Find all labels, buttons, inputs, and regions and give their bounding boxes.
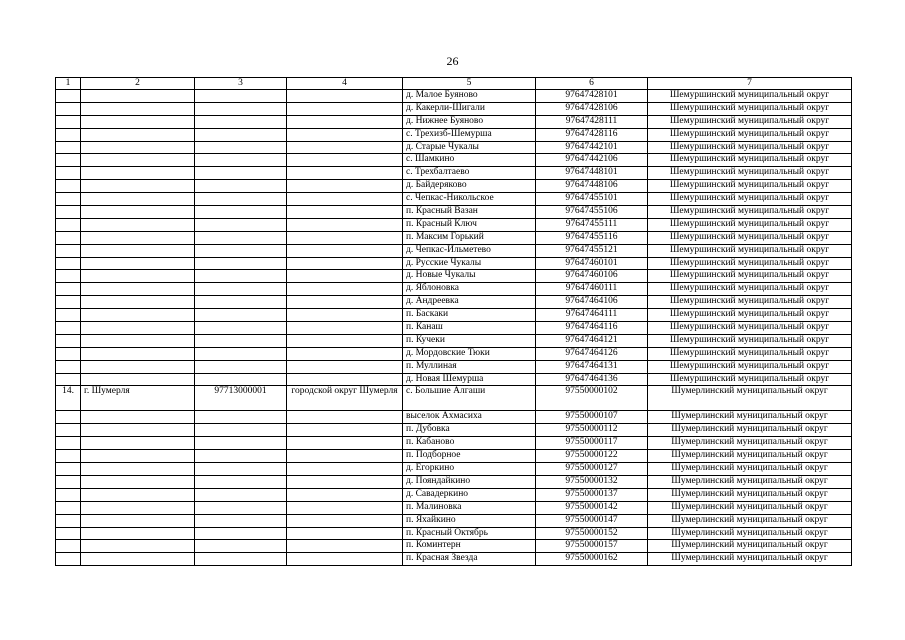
settlement-cell: д. Малое Буяново: [403, 90, 536, 103]
district-cell: [287, 514, 403, 527]
row-number-cell: [56, 283, 81, 296]
row-number-cell: [56, 322, 81, 335]
table-row: [56, 527, 852, 540]
row-number-cell: [56, 218, 81, 231]
municipality-cell: [81, 115, 195, 128]
district-cell: [287, 347, 403, 360]
settlement-code-cell: 97647455101: [536, 193, 648, 206]
new-district-cell: Шемуршинский муниципальный округ: [648, 360, 852, 373]
settlement-code-cell: 97647448106: [536, 180, 648, 193]
district-cell: [287, 296, 403, 309]
municipality-cell: [81, 296, 195, 309]
row-number-cell: [56, 154, 81, 167]
row-number-cell: [56, 244, 81, 257]
table-row: [56, 283, 852, 296]
settlement-cell: д. Старые Чукалы: [403, 141, 536, 154]
page-number: 26: [446, 54, 459, 68]
table-row: [56, 475, 852, 488]
oktmo-code-cell: [195, 154, 287, 167]
table-row: [56, 193, 852, 206]
new-district-cell: Шемуршинский муниципальный округ: [648, 90, 852, 103]
settlement-cell: д. Русские Чукалы: [403, 257, 536, 270]
oktmo-code-cell: [195, 540, 287, 553]
row-number-cell: [56, 193, 81, 206]
municipality-cell: [81, 463, 195, 476]
settlement-code-cell: 97647464121: [536, 334, 648, 347]
settlement-cell: с. Большие Алгаши: [403, 386, 536, 411]
settlement-cell: д. Яблоновка: [403, 283, 536, 296]
row-number-cell: [56, 450, 81, 463]
settlement-code-cell: 97647464136: [536, 373, 648, 386]
table-row: [56, 270, 852, 283]
settlement-code-cell: 97550000147: [536, 514, 648, 527]
column-header: 6: [536, 78, 648, 90]
new-district-cell: Шемуршинский муниципальный округ: [648, 373, 852, 386]
oktmo-code-cell: [195, 322, 287, 335]
row-number-cell: [56, 270, 81, 283]
row-number-cell: [56, 102, 81, 115]
municipality-cell: [81, 527, 195, 540]
new-district-cell: Шемуршинский муниципальный округ: [648, 141, 852, 154]
municipality-cell: [81, 180, 195, 193]
new-district-cell: Шемуршинский муниципальный округ: [648, 218, 852, 231]
row-number-cell: [56, 231, 81, 244]
new-district-cell: Шемуршинский муниципальный округ: [648, 283, 852, 296]
municipality-cell: [81, 411, 195, 424]
settlement-cell: с. Трехбалтаево: [403, 167, 536, 180]
municipality-cell: [81, 437, 195, 450]
table-row: [56, 115, 852, 128]
oktmo-code-cell: [195, 334, 287, 347]
oktmo-code-cell: [195, 90, 287, 103]
municipality-cell: [81, 218, 195, 231]
district-cell: [287, 283, 403, 296]
municipality-cell: [81, 475, 195, 488]
municipality-cell: [81, 501, 195, 514]
new-district-cell: Шумерлинский муниципальный округ: [648, 527, 852, 540]
municipality-cell: [81, 270, 195, 283]
oktmo-code-cell: [195, 206, 287, 219]
table-row: [56, 206, 852, 219]
row-number-cell: [56, 463, 81, 476]
table-row: [56, 437, 852, 450]
district-cell: [287, 373, 403, 386]
row-number-cell: [56, 514, 81, 527]
district-cell: [287, 218, 403, 231]
new-district-cell: Шемуршинский муниципальный округ: [648, 334, 852, 347]
oktmo-code-cell: [195, 360, 287, 373]
settlement-cell: д. Андреевка: [403, 296, 536, 309]
district-cell: [287, 102, 403, 115]
settlement-cell: с. Трехизб-Шемурша: [403, 128, 536, 141]
table-row: [56, 553, 852, 566]
municipality-cell: [81, 193, 195, 206]
new-district-cell: Шемуршинский муниципальный округ: [648, 244, 852, 257]
oktmo-code-cell: [195, 450, 287, 463]
district-cell: [287, 488, 403, 501]
municipality-cell: [81, 231, 195, 244]
row-number-cell: [56, 206, 81, 219]
oktmo-code-cell: [195, 309, 287, 322]
row-number-cell: [56, 501, 81, 514]
settlement-code-cell: 97550000137: [536, 488, 648, 501]
row-number-cell: [56, 128, 81, 141]
settlement-cell: д. Какерли-Шигали: [403, 102, 536, 115]
district-cell: [287, 244, 403, 257]
new-district-cell: Шумерлинский муниципальный округ: [648, 411, 852, 424]
settlement-cell: п. Канаш: [403, 322, 536, 335]
new-district-cell: Шемуршинский муниципальный округ: [648, 231, 852, 244]
district-cell: [287, 193, 403, 206]
settlement-code-cell: 97647455111: [536, 218, 648, 231]
table-row: [56, 154, 852, 167]
settlement-cell: с. Чепкас-Никольское: [403, 193, 536, 206]
settlement-cell: выселок Ахмасиха: [403, 411, 536, 424]
settlement-cell: п. Муллиная: [403, 360, 536, 373]
district-cell: [287, 206, 403, 219]
settlement-cell: п. Яхайкино: [403, 514, 536, 527]
oktmo-code-cell: [195, 167, 287, 180]
oktmo-code-cell: [195, 411, 287, 424]
municipality-cell: [81, 334, 195, 347]
district-cell: [287, 115, 403, 128]
row-number-cell: [56, 488, 81, 501]
settlement-code-cell: 97647455116: [536, 231, 648, 244]
table-row: [56, 424, 852, 437]
row-number-cell: [56, 540, 81, 553]
row-number-cell: [56, 141, 81, 154]
oktmo-code-cell: [195, 102, 287, 115]
table-row: [56, 309, 852, 322]
district-cell: [287, 437, 403, 450]
district-cell: городской округ Шумерля: [287, 386, 403, 411]
oktmo-code-cell: [195, 141, 287, 154]
row-number-cell: [56, 180, 81, 193]
new-district-cell: Шемуршинский муниципальный округ: [648, 115, 852, 128]
settlement-cell: с. Шамкино: [403, 154, 536, 167]
oktmo-code-cell: [195, 553, 287, 566]
new-district-cell: Шемуршинский муниципальный округ: [648, 193, 852, 206]
settlement-cell: д. Егоркино: [403, 463, 536, 476]
table-row: [56, 90, 852, 103]
oktmo-code-cell: [195, 193, 287, 206]
settlement-code-cell: 97647464116: [536, 322, 648, 335]
settlement-code-cell: 97550000102: [536, 386, 648, 411]
settlement-code-cell: 97550000162: [536, 553, 648, 566]
new-district-cell: Шумерлинский муниципальный округ: [648, 475, 852, 488]
settlement-code-cell: 97647464111: [536, 309, 648, 322]
district-cell: [287, 475, 403, 488]
new-district-cell: Шемуршинский муниципальный округ: [648, 206, 852, 219]
district-cell: [287, 257, 403, 270]
municipality-cell: [81, 102, 195, 115]
settlement-cell: п. Кабаново: [403, 437, 536, 450]
settlement-cell: п. Красный Ключ: [403, 218, 536, 231]
table-row: [56, 360, 852, 373]
column-header: 2: [81, 78, 195, 90]
table-row: [56, 450, 852, 463]
settlement-cell: д. Савадеркино: [403, 488, 536, 501]
municipality-cell: [81, 257, 195, 270]
district-cell: [287, 501, 403, 514]
settlement-code-cell: 97647428101: [536, 90, 648, 103]
table-row: [56, 501, 852, 514]
municipality-cell: [81, 360, 195, 373]
new-district-cell: Шумерлинский муниципальный округ: [648, 501, 852, 514]
row-number-cell: [56, 115, 81, 128]
municipality-cell: [81, 206, 195, 219]
row-number-cell: [56, 411, 81, 424]
row-number-cell: [56, 553, 81, 566]
table-row: [56, 322, 852, 335]
municipality-cell: [81, 128, 195, 141]
settlement-cell: д. Чепкас-Ильметево: [403, 244, 536, 257]
settlement-code-cell: 97647460111: [536, 283, 648, 296]
table-row: [56, 102, 852, 115]
oktmo-code-cell: [195, 296, 287, 309]
table-row: [56, 386, 852, 411]
district-cell: [287, 450, 403, 463]
oktmo-code-cell: [195, 488, 287, 501]
new-district-cell: Шумерлинский муниципальный округ: [648, 450, 852, 463]
table-row: [56, 334, 852, 347]
settlement-cell: п. Красная Звезда: [403, 553, 536, 566]
district-cell: [287, 309, 403, 322]
settlement-code-cell: 97647464131: [536, 360, 648, 373]
table-row: [56, 167, 852, 180]
settlement-cell: п. Подборное: [403, 450, 536, 463]
district-cell: [287, 141, 403, 154]
settlement-code-cell: 97550000122: [536, 450, 648, 463]
district-cell: [287, 180, 403, 193]
table-row: [56, 540, 852, 553]
municipality-cell: [81, 154, 195, 167]
oktmo-code-cell: [195, 424, 287, 437]
district-cell: [287, 167, 403, 180]
new-district-cell: Шемуршинский муниципальный округ: [648, 180, 852, 193]
settlement-cell: п. Максим Горький: [403, 231, 536, 244]
district-cell: [287, 154, 403, 167]
table-row: [56, 514, 852, 527]
oktmo-code-cell: [195, 257, 287, 270]
settlement-code-cell: 97647442101: [536, 141, 648, 154]
table-row: [56, 218, 852, 231]
new-district-cell: Шумерлинский муниципальный округ: [648, 540, 852, 553]
settlement-code-cell: 97647428106: [536, 102, 648, 115]
settlement-cell: п. Красный Вазан: [403, 206, 536, 219]
settlement-code-cell: 97550000152: [536, 527, 648, 540]
oktmo-code-cell: [195, 270, 287, 283]
settlement-code-cell: 97647442106: [536, 154, 648, 167]
settlement-code-cell: 97550000132: [536, 475, 648, 488]
settlement-cell: д. Новая Шемурша: [403, 373, 536, 386]
new-district-cell: Шемуршинский муниципальный округ: [648, 322, 852, 335]
settlement-code-cell: 97647460106: [536, 270, 648, 283]
table-row: [56, 231, 852, 244]
new-district-cell: Шумерлинский муниципальный округ: [648, 437, 852, 450]
settlement-code-cell: 97550000127: [536, 463, 648, 476]
row-number-cell: [56, 309, 81, 322]
municipality-cell: [81, 347, 195, 360]
municipality-cell: [81, 488, 195, 501]
oktmo-code-cell: [195, 231, 287, 244]
settlement-code-cell: 97647448101: [536, 167, 648, 180]
table-row: [56, 257, 852, 270]
settlement-code-cell: 97647428116: [536, 128, 648, 141]
settlement-cell: д. Байдеряково: [403, 180, 536, 193]
settlement-code-cell: 97550000112: [536, 424, 648, 437]
table-row: [56, 128, 852, 141]
oktmo-code-cell: [195, 514, 287, 527]
table-row: [56, 347, 852, 360]
settlement-cell: д. Нижнее Буяново: [403, 115, 536, 128]
oktmo-code-cell: [195, 437, 287, 450]
table-row: [56, 411, 852, 424]
municipality-cell: [81, 322, 195, 335]
oktmo-code-cell: [195, 373, 287, 386]
municipality-cell: [81, 141, 195, 154]
row-number-cell: 14.: [56, 386, 81, 411]
municipality-cell: [81, 450, 195, 463]
row-number-cell: [56, 437, 81, 450]
municipality-cell: [81, 553, 195, 566]
settlement-code-cell: 97647460101: [536, 257, 648, 270]
municipality-cell: [81, 373, 195, 386]
row-number-cell: [56, 257, 81, 270]
settlement-cell: п. Дубовка: [403, 424, 536, 437]
municipality-cell: [81, 90, 195, 103]
new-district-cell: Шумерлинский муниципальный округ: [648, 553, 852, 566]
municipality-cell: г. Шумерля: [81, 386, 195, 411]
municipality-cell: [81, 309, 195, 322]
new-district-cell: Шумерлинский муниципальный округ: [648, 488, 852, 501]
settlements-table: [55, 77, 852, 566]
table-row: [56, 180, 852, 193]
row-number-cell: [56, 360, 81, 373]
table-row: [56, 296, 852, 309]
row-number-cell: [56, 527, 81, 540]
settlement-code-cell: 97647464106: [536, 296, 648, 309]
district-cell: [287, 334, 403, 347]
new-district-cell: Шемуршинский муниципальный округ: [648, 167, 852, 180]
new-district-cell: Шемуршинский муниципальный округ: [648, 257, 852, 270]
oktmo-code-cell: 97713000001: [195, 386, 287, 411]
table-row: [56, 141, 852, 154]
municipality-cell: [81, 283, 195, 296]
settlement-cell: п. Баскаки: [403, 309, 536, 322]
oktmo-code-cell: [195, 115, 287, 128]
municipality-cell: [81, 244, 195, 257]
column-number-row: [56, 78, 852, 90]
district-cell: [287, 540, 403, 553]
settlement-code-cell: 97550000157: [536, 540, 648, 553]
column-header: 4: [287, 78, 403, 90]
row-number-cell: [56, 347, 81, 360]
oktmo-code-cell: [195, 244, 287, 257]
table-row: [56, 463, 852, 476]
new-district-cell: Шемуршинский муниципальный округ: [648, 102, 852, 115]
new-district-cell: Шемуршинский муниципальный округ: [648, 270, 852, 283]
column-header: 3: [195, 78, 287, 90]
new-district-cell: Шемуршинский муниципальный округ: [648, 128, 852, 141]
column-header: 7: [648, 78, 852, 90]
column-header: 5: [403, 78, 536, 90]
table-body: [56, 90, 852, 566]
settlement-code-cell: 97550000117: [536, 437, 648, 450]
oktmo-code-cell: [195, 128, 287, 141]
settlement-code-cell: 97647455106: [536, 206, 648, 219]
oktmo-code-cell: [195, 475, 287, 488]
district-cell: [287, 411, 403, 424]
district-cell: [287, 90, 403, 103]
district-cell: [287, 231, 403, 244]
new-district-cell: Шумерлинский муниципальный округ: [648, 514, 852, 527]
row-number-cell: [56, 167, 81, 180]
settlement-cell: д. Пояндайкино: [403, 475, 536, 488]
column-header: 1: [56, 78, 81, 90]
municipality-cell: [81, 540, 195, 553]
district-cell: [287, 424, 403, 437]
settlement-code-cell: 97647455121: [536, 244, 648, 257]
settlement-cell: п. Красный Октябрь: [403, 527, 536, 540]
settlement-cell: д. Новые Чукалы: [403, 270, 536, 283]
district-cell: [287, 527, 403, 540]
district-cell: [287, 322, 403, 335]
table-row: [56, 244, 852, 257]
oktmo-code-cell: [195, 347, 287, 360]
row-number-cell: [56, 373, 81, 386]
municipality-cell: [81, 167, 195, 180]
new-district-cell: Шемуршинский муниципальный округ: [648, 309, 852, 322]
municipality-cell: [81, 424, 195, 437]
settlement-cell: п. Малиновка: [403, 501, 536, 514]
new-district-cell: Шемуршинский муниципальный округ: [648, 347, 852, 360]
municipality-cell: [81, 514, 195, 527]
new-district-cell: Шумерлинский муниципальный округ: [648, 386, 852, 411]
row-number-cell: [56, 296, 81, 309]
oktmo-code-cell: [195, 527, 287, 540]
row-number-cell: [56, 334, 81, 347]
district-cell: [287, 360, 403, 373]
table-row: [56, 373, 852, 386]
new-district-cell: Шемуршинский муниципальный округ: [648, 296, 852, 309]
new-district-cell: Шумерлинский муниципальный округ: [648, 463, 852, 476]
oktmo-code-cell: [195, 218, 287, 231]
district-cell: [287, 128, 403, 141]
row-number-cell: [56, 424, 81, 437]
table-row: [56, 488, 852, 501]
settlement-cell: п. Коминтерн: [403, 540, 536, 553]
settlement-code-cell: 97550000142: [536, 501, 648, 514]
row-number-cell: [56, 475, 81, 488]
settlement-cell: п. Кучеки: [403, 334, 536, 347]
oktmo-code-cell: [195, 283, 287, 296]
settlement-cell: д. Мордовские Тюки: [403, 347, 536, 360]
oktmo-code-cell: [195, 463, 287, 476]
settlement-code-cell: 97647464126: [536, 347, 648, 360]
settlement-code-cell: 97550000107: [536, 411, 648, 424]
oktmo-code-cell: [195, 180, 287, 193]
district-cell: [287, 463, 403, 476]
new-district-cell: Шемуршинский муниципальный округ: [648, 154, 852, 167]
district-cell: [287, 553, 403, 566]
row-number-cell: [56, 90, 81, 103]
new-district-cell: Шумерлинский муниципальный округ: [648, 424, 852, 437]
oktmo-code-cell: [195, 501, 287, 514]
settlement-code-cell: 97647428111: [536, 115, 648, 128]
district-cell: [287, 270, 403, 283]
